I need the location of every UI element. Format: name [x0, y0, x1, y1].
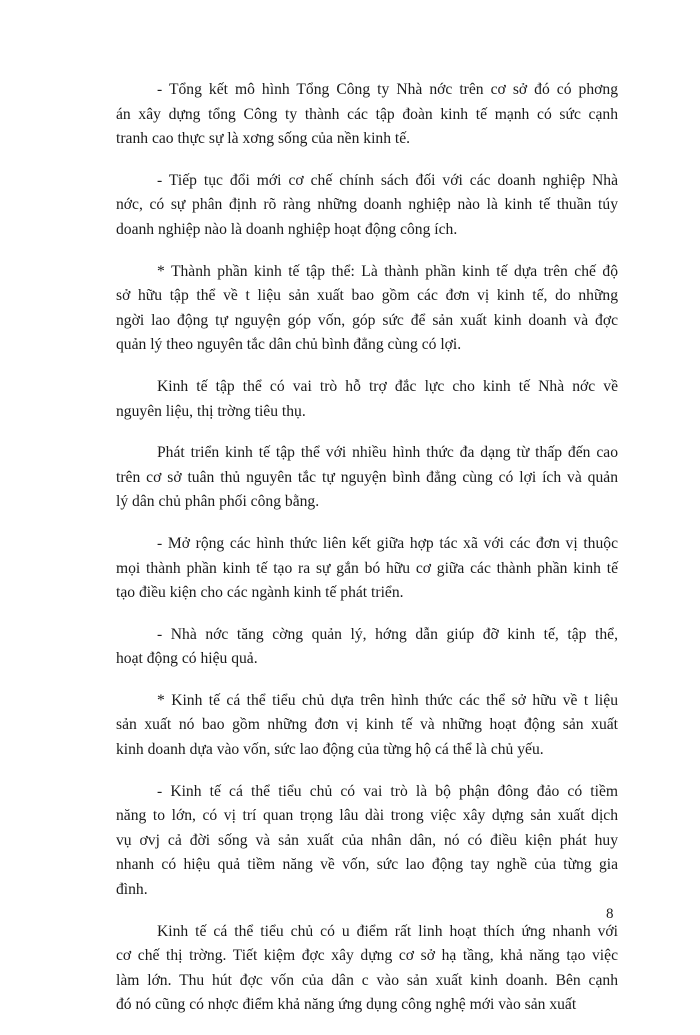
text-line: mọi thành phần kinh tế tạo ra sự gắn bó hữu cơ giữa các thành phần kinh tế — [116, 559, 618, 577]
text-line: - Mở rộng các hình thức liên kết giữa hợp tác xã với các đơn vị thuộc — [157, 534, 618, 552]
text-line: nguyên liệu, thị trờng tiêu thụ. — [116, 402, 306, 420]
text-line: đó nó cũng có nhợc điểm khả năng ứng dụng công nghệ mới vào sản xuất — [116, 996, 577, 1014]
text-line: sở hữu tập thể về t liệu sản xuất bao gồm các đơn vị kinh tế, do những — [116, 287, 618, 305]
text-line: án xây dựng tổng Công ty thành các tập đoàn kinh tế mạnh có sức cạnh — [116, 105, 618, 123]
text-line: Kinh tế cá thể tiểu chủ có u điểm rất linh hoạt thích ứng nhanh với — [157, 922, 618, 940]
paragraph — [116, 780, 618, 903]
paragraph — [116, 375, 618, 424]
text-line: doanh nghiệp nào là doanh nghiệp hoạt động công ích. — [116, 220, 458, 238]
text-line: - Tổng kết mô hình Tổng Công ty Nhà nớc trên cơ sở đó có phơng — [157, 81, 618, 98]
text-line: năng to lớn, có vị trí quan trọng lâu dài trong việc xây dựng sản xuất dịch — [116, 807, 618, 825]
paragraph — [116, 169, 618, 243]
text-line: Kinh tế tập thể có vai trò hỗ trợ đắc lực cho kinh tế Nhà nớc về — [157, 377, 618, 395]
text-line: sản xuất nó bao gồm những đơn vị kinh tế và những hoạt động sản xuất — [116, 716, 618, 734]
paragraph — [116, 260, 618, 358]
text-line: kinh doanh dựa vào vốn, sức lao động của từng hộ cá thể là chủ yếu. — [116, 741, 544, 759]
paragraph — [116, 689, 618, 763]
paragraph — [116, 532, 618, 606]
text-line: tạo điều kiện cho các ngành kinh tế phát triển. — [116, 584, 404, 602]
text-line: * Thành phần kinh tế tập thể: Là thành phần kinh tế dựa trên chế độ — [157, 262, 618, 280]
text-line: - Nhà nớc tăng cờng quản lý, hớng dẫn giúp đỡ kinh tế, tập thể, — [157, 625, 618, 643]
text-line: * Kinh tế cá thể tiểu chủ dựa trên hình thức các thể sở hữu về t liệu — [157, 691, 618, 709]
paragraph — [116, 920, 618, 1018]
page-number: 8 — [606, 906, 614, 922]
text-line: trên cơ sở tuân thủ nguyên tắc tự nguyện bình đẳng cùng có lợi ích và quản — [116, 468, 618, 486]
text-line: vụ ơvj cả đời sống và sản xuất của nhân dân, nó có điều kiện phát huy — [116, 831, 618, 849]
document-body — [116, 78, 618, 1035]
text-line: hoạt động có hiệu quả. — [116, 650, 258, 668]
text-line: đình. — [116, 881, 148, 899]
paragraph — [116, 78, 618, 152]
text-line: Phát triển kinh tế tập thể với nhiều hình thức đa dạng từ thấp đến cao — [157, 444, 618, 462]
text-line: - Kinh tế cá thể tiểu chủ có vai trò là bộ phận đông đảo có tiềm — [157, 782, 618, 800]
text-line: lý dân chủ phân phối công bằng. — [116, 493, 320, 511]
paragraph — [116, 441, 618, 515]
text-line: nhanh có hiệu quả tiềm năng về vốn, sức lao động tay nghề của từng gia — [116, 856, 618, 874]
text-line: nớc, có sự phân định rõ ràng những doanh nghiệp nào là kinh tế thuần túy — [116, 196, 618, 214]
text-line: ngời lao động tự nguyện góp vốn, góp sức để sản xuất kinh doanh và đợc — [116, 311, 618, 329]
text-line: cơ chế thị trờng. Tiết kiệm đợc xây dựng cơ sở hạ tầng, khả năng tạo việc — [116, 947, 618, 965]
text-line: tranh cao thực sự là xơng sống của nền kinh tế. — [116, 130, 411, 148]
paragraph — [116, 623, 618, 672]
text-line: - Tiếp tục đổi mới cơ chế chính sách đối với các doanh nghiệp Nhà — [157, 171, 618, 189]
text-line: quản lý theo nguyên tắc dân chủ bình đẳng cùng có lợi. — [116, 336, 462, 354]
text-line: làm lớn. Thu hút đợc vốn của dân c vào sản xuất kinh doanh. Bên cạnh — [116, 971, 618, 989]
